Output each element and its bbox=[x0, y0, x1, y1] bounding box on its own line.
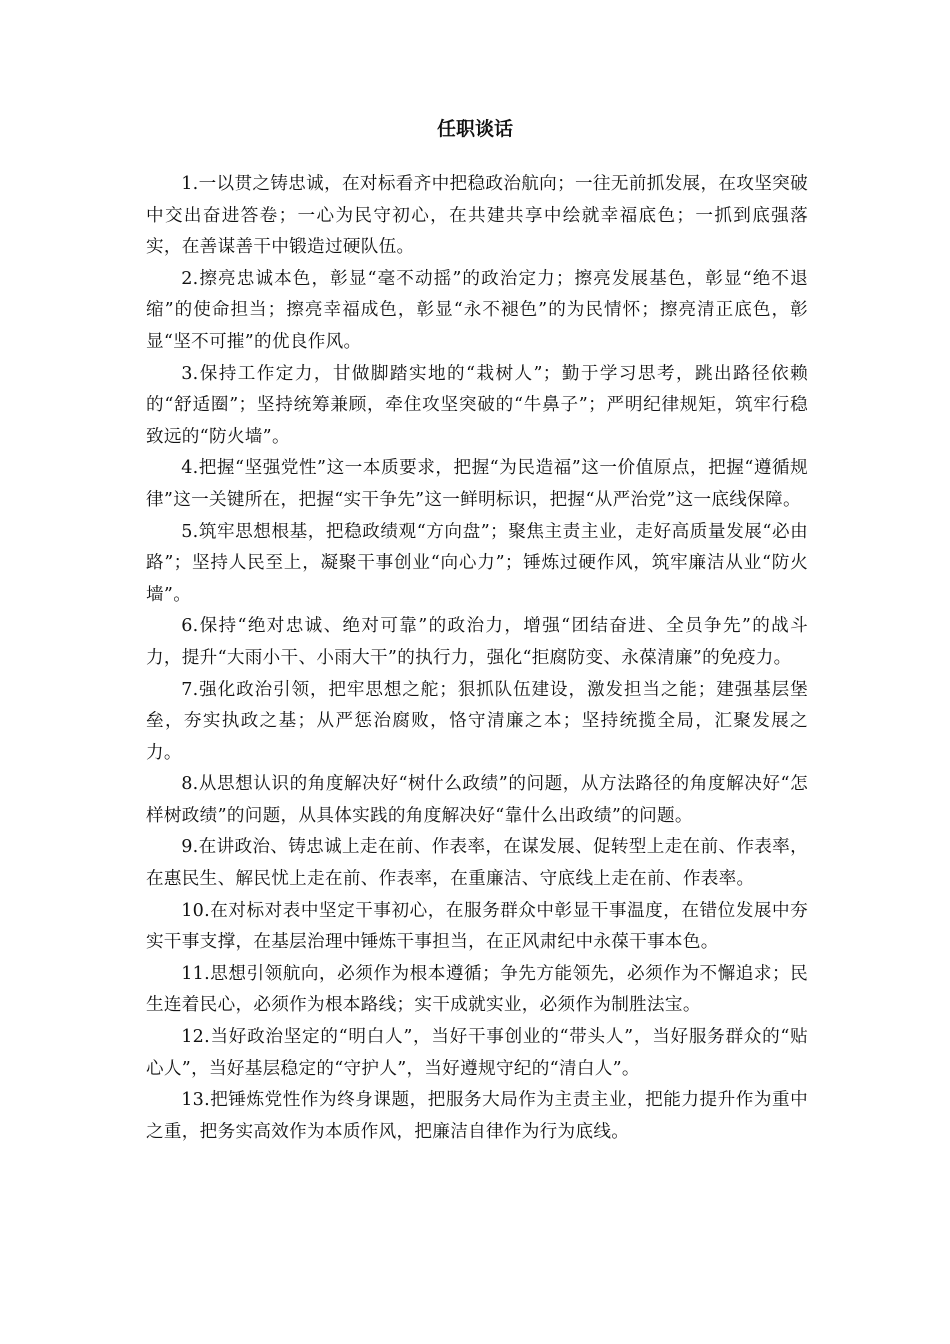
paragraph-2: 2.擦亮忠诚本色，彰显“毫不动摇”的政治定力；擦亮发展基色，彰显“绝不退缩”的使命担当；擦亮幸福成色，彰显“永不褪色”的为民情怀；擦亮清正底色，彰显“坚不可摧”的优良作风。 bbox=[146, 268, 808, 352]
paragraph-9: 9.在讲政治、铸忠诚上走在前、作表率，在谋发展、促转型上走在前、作表率，在惠民生、解民忧上走在前、作表率，在重廉洁、守底线上走在前、作表率。 bbox=[146, 837, 808, 890]
paragraph-8: 8.从思想认识的角度解决好“树什么政绩”的问题，从方法路径的角度解决好“怎样树政绩”的问题，从具体实践的角度解决好“靠什么出政绩”的问题。 bbox=[146, 774, 808, 826]
paragraph-5: 5.筑牢思想根基，把稳政绩观“方向盘”；聚焦主责主业，走好高质量发展“必由路”；坚持人民至上，凝聚干事创业“向心力”；锤炼过硬作风，筑牢廉洁从业“防火墙”。 bbox=[146, 521, 808, 605]
paragraph-13: 13.把锤炼党性作为终身课题，把服务大局作为主责主业，把能力提升作为重中之重，把务实高效作为本质作风，把廉洁自律作为行为底线。 bbox=[146, 1090, 808, 1142]
document-body bbox=[146, 169, 808, 1148]
paragraph-11: 11.思想引领航向，必须作为根本遵循；争先方能领先，必须作为不懈追求；民生连着民心，必须作为根本路线；实干成就实业，必须作为制胜法宝。 bbox=[146, 963, 808, 1016]
paragraph-7: 7.强化政治引领，把牢思想之舵；狠抓队伍建设，激发担当之能；建强基层堡垒，夯实执政之基；从严惩治腐败，恪守清廉之本；坚持统揽全局，汇聚发展之力。 bbox=[146, 679, 808, 763]
document-title: 任职谈话 bbox=[436, 118, 513, 140]
paragraph-6: 6.保持“绝对忠诚、绝对可靠”的政治力，增强“团结奋进、全员争先”的战斗力，提升“大雨小干、小雨大干”的执行力，强化“拒腐防变、永葆清廉”的免疫力。 bbox=[146, 616, 808, 668]
paragraph-4: 4.把握“坚强党性”这一本质要求，把握“为民造福”这一价值原点，把握“遵循规律”这一关键所在，把握“实干争先”这一鲜明标识，把握“从严治党”这一底线保障。 bbox=[146, 458, 808, 510]
paragraph-3: 3.保持工作定力，甘做脚踏实地的“栽树人”；勤于学习思考，跳出路径依赖的“舒适圈”；坚持统筹兼顾，牵住攻坚突破的“牛鼻子”；严明纪律规矩，筑牢行稳致远的“防火墙”。 bbox=[146, 363, 808, 447]
paragraph-12: 12.当好政治坚定的“明白人”，当好干事创业的“带头人”，当好服务群众的“贴心人”，当好基层稳定的“守护人”，当好遵规守纪的“清白人”。 bbox=[146, 1027, 808, 1079]
paragraph-10: 10.在对标对表中坚定干事初心，在服务群众中彰显干事温度，在错位发展中夯实干事支撑，在基层治理中锤炼干事担当，在正风肃纪中永葆干事本色。 bbox=[146, 900, 808, 953]
paragraph-1: 1.一以贯之铸忠诚，在对标看齐中把稳政治航向；一往无前抓发展，在攻坚突破中交出奋进答卷；一心为民守初心，在共建共享中绘就幸福底色；一抓到底强落实，在善谋善干中锻造过硬队伍。 bbox=[146, 174, 808, 258]
